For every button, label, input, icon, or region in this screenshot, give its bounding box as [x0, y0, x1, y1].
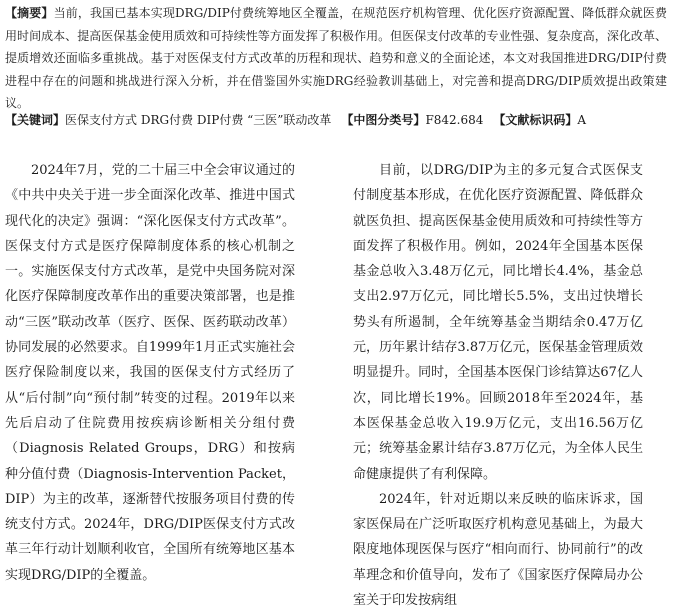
clc-value: F842.684 — [425, 113, 484, 127]
body-paragraph: 目前，以DRG/DIP为主的多元复合式医保支付制度基本形成，在优化医疗资源配置、降低群众就医负担、提高医保基金使用质效和可持续性等方面发挥了积极作用。例如，2024年全国基本医保基金总收入3.48万亿元，同比增长4.4%，基金总支出2.97万亿元，同比增长5.5%，支出过快增长势头有所遏制，全年统筹基金当期结余0.47万亿元，历年累计结存3.87万亿元，医保基金管理质效明显提升。同时，全国基本医保门诊结算达67亿人次，同比增长19%。回顾2018年至2024年，基本医保基金总收入19.9万亿元，支出16.56万亿元；统筹基金累计结存3.87万亿元，为全体人民生命健康提供了有利保障。 — [353, 163, 643, 482]
abstract-label: 【摘要】 — [5, 6, 54, 20]
doc-code-value: A — [577, 113, 587, 127]
abstract — [5, 2, 667, 115]
doc-code-label: 【文献标识码】 — [493, 113, 578, 127]
abstract-paragraph — [5, 2, 667, 115]
keywords-label: 【关键词】 — [5, 113, 66, 127]
keywords-line — [5, 109, 667, 131]
body-column-left — [5, 158, 295, 588]
body-paragraph: 2024年7月，党的二十届三中全会审议通过的《中共中央关于进一步全面深化改革、推进中国式现代化的决定》强调：“深化医保支付方式改革”。医保支付方式是医疗保障制度体系的核心机制之一。实施医保支付方式改革，是党中央国务院对深化医疗保障制度改革作出的重要决策部署，也是推动“三医”联动改革（医疗、医保、医药联动改革）协同发展的必然要求。自1999年1月正式实施社会医疗保险制度以来，我国的医保支付方式经历了从“后付制”向“预付制”转变的过程。2019年以来先后启动了住院费用按疾病诊断相关分组付费（Diagnosis Related Groups，DRG）和按病种分值付费（Diagnosis-Intervention Packet，DIP）为主的改革，逐渐替代按服务项目付费的传统支付方式。2024年，DRG/DIP医保支付方式改革三年行动计划顺利收官，全国所有统筹地区基本实现DRG/DIP的全覆盖。 — [5, 163, 295, 583]
keywords-terms: 医保支付方式 DRG付费 DIP付费 “三医”联动改革 — [65, 113, 332, 127]
body-column-right — [353, 158, 643, 613]
abstract-text: 当前，我国已基本实现DRG/DIP付费统筹地区全覆盖，在规范医疗机构管理、优化医疗资源配置、降低群众就医费用时间成本、提高医保基金使用质效和可持续性等方面发挥了积极作用。但医保支付改革的专业性强、复杂度高，深化改革、提质增效还面临多重挑战。基于对医保支付方式改革的历程和现状、趋势和意义的全面论述，本文对我国推进DRG/DIP付费进程中存在的问题和挑战进行深入分析，并在借鉴国外实施DRG经验教训基础上，对完善和提高DRG/DIP质效提出政策建议。 — [5, 6, 667, 110]
body-paragraph: 2024年，针对近期以来反映的临床诉求，国家医保局在广泛听取医疗机构意见基础上，为最大限度地体现医保与医疗“相向而行、协同前行”的改革理念和价值导向，发布了《国家医疗保障局办公室关于印发按病组 — [353, 491, 643, 609]
clc-label: 【中图分类号】 — [341, 113, 426, 127]
